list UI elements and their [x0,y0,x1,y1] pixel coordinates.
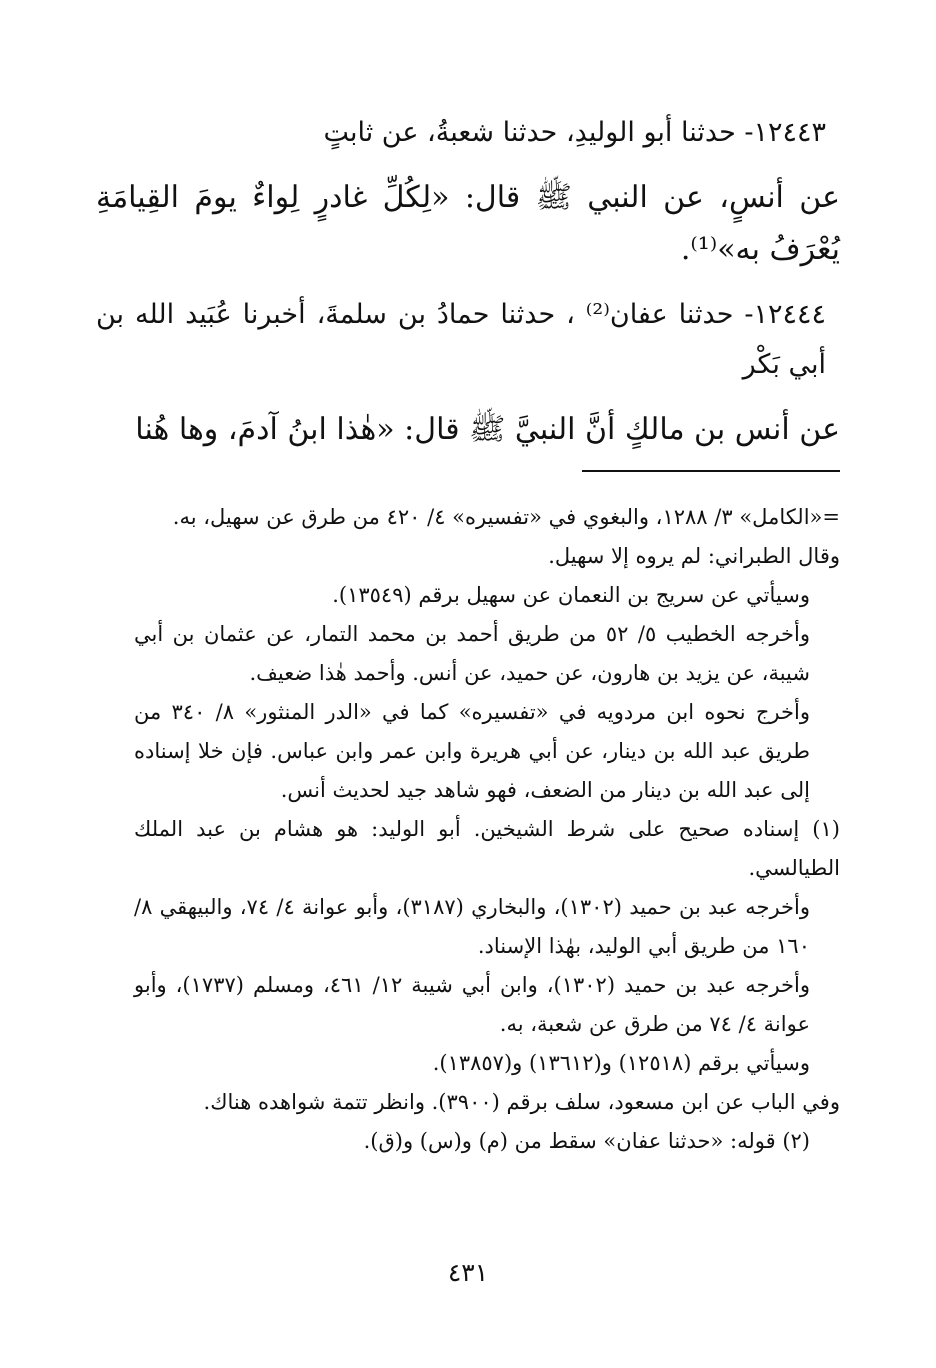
footnotes [134,498,840,1161]
footnote-line: وفي الباب عن ابن مسعود، سلف برقم (٣٩٠٠). وانظر تتمة شواهده هناك. [203,1090,840,1114]
footnote-line: وأخرج نحوه ابن مردويه في «تفسيره» كما في «الدر المنثور» ٨/ ٣٤٠ من طريق عبد الله بن دينار، عن أبي هريرة وابن عمر وابن عباس. فإن خلا إسناده إلى عبد الله بن دينار من الضعف، فهو شاهد جيد لحديث أنس. [134,700,810,802]
hadith-12444-isnad: ١٢٤٤٤- حدثنا عفان⁽²⁾ ، حدثنا حمادُ بن سلمةَ، أخبرنا عُبَيد الله بن أبي بَكْر [96,299,826,380]
hadith-12443-matn: عن أنسٍ، عن النبي ﷺ قال: «لِكُلِّ غادرٍ لِواءٌ يومَ القِيامَةِ يُعْرَفُ به»⁽¹⁾. [96,180,840,267]
footnote-line: وسيأتي برقم (١٢٥١٨) و(١٣٦١٢) و(١٣٨٥٧). [432,1051,810,1075]
hadith-12444-matn: عن أنس بن مالكٍ أنَّ النبيَّ ﷺ قال: «هٰذا ابنُ آدمَ، وها هُنا [135,412,840,447]
main-text [96,108,840,470]
footnote-line: وأخرجه عبد بن حميد (١٣٠٢)، والبخاري (٣١٨٧)، وأبو عوانة ٤/ ٧٤، والبيهقي ٨/ ١٦٠ من طريق أبي الوليد، بهٰذا الإسناد. [134,895,811,958]
footnote-line: وسيأتي عن سريج بن النعمان عن سهيل برقم (١٣٥٤٩). [332,583,810,607]
footnote-line: وأخرجه عبد بن حميد (١٣٠٢)، وابن أبي شيبة ١٢/ ٤٦١، ومسلم (١٧٣٧)، وأبو عوانة ٤/ ٧٤ من طرق عن شعبة، به. [134,973,810,1036]
footnote-1: (١) إسناده صحيح على شرط الشيخين. أبو الوليد: هو هشام بن عبد الملك الطيالسي. [134,817,840,880]
footnote-line: وأخرجه الخطيب ٥/ ٥٢ من طريق أحمد بن محمد التمار، عن عثمان بن أبي شيبة، عن يزيد بن هارون، عن حميد، عن أنس. وأحمد هٰذا ضعيف. [134,622,810,685]
footnote-2: (٢) قوله: «حدثنا عفان» سقط من (م) و(س) و(ق). [363,1129,810,1153]
footnote-line: وقال الطبراني: لم يروه إلا سهيل. [548,544,840,568]
footnote-separator [582,470,840,472]
page-number: ٤٣١ [447,1258,489,1287]
footnote-line: =«الكامل» ٣/ ١٢٨٨، والبغوي في «تفسيره» ٤/ ٤٢٠ من طرق عن سهيل، به. [172,505,840,529]
hadith-12443-isnad: ١٢٤٤٣- حدثنا أبو الوليدِ، حدثنا شعبةُ، عن ثابتٍ [323,117,826,148]
